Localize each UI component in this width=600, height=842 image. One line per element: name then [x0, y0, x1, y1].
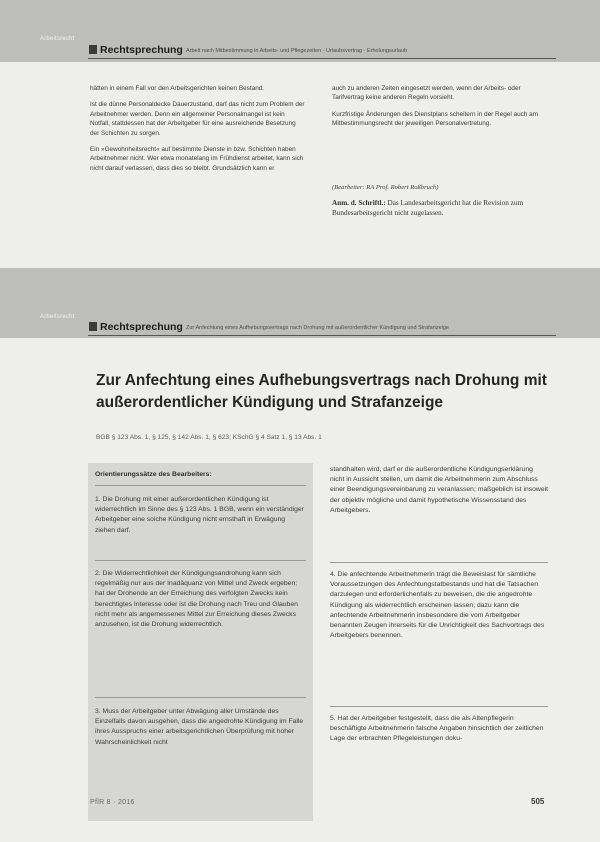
- main-rubric-subtitle: Zur Anfechtung eines Aufhebungsvertrags nach Drohung mit außerordentlicher Kündigung und Strafanzeige: [186, 325, 449, 331]
- main-section-label: Arbeitsrecht: [40, 314, 75, 320]
- footer-journal-issue: PflR 8 · 2016: [90, 799, 135, 806]
- orientation-divider: [95, 485, 306, 486]
- top-header-rule: [88, 58, 556, 59]
- top-section-label: Arbeitsrecht: [40, 36, 75, 42]
- orientation-heading: Orientierungssätze des Bearbeiters:: [95, 471, 212, 478]
- footer-page-number: 505: [531, 797, 545, 806]
- article-title: Zur Anfechtung eines Aufhebungsvertrags nach Drohung mit außerordentlicher Kündigung und Strafanzeige: [96, 372, 547, 411]
- prev-article-signature: (Bearbeiter: RA Prof. Robert Roßbruch): [332, 184, 439, 191]
- prev-right-paragraph-2: Kurzfristige Änderungen des Dienstplans scheitern in der Regel auch am Mitbestimmungsrecht der jeweiligen Personalvertretung.: [332, 110, 539, 128]
- prev-article-note-label: Anm. d. Schriftl.:: [332, 199, 386, 207]
- orientation-item-2: 2. Die Widerrechtlichkeit der Kündigungsandrohung kann sich regelmäßig nur aus der Inadäquanz von Mittel und Zweck ergeben; hat der Drohende an der Erreichung des verfolgten Zwecks kein berechtigtes Interesse oder ist die Drohung nach Treu und Glauben nicht mehr als angemessenes Mittel zur Erreichung dieses Zwecks anzusehen, ist die Drohung widerrechtlich.: [95, 570, 298, 629]
- prev-left-paragraph-2: Ist die dünne Personaldecke Dauerzustand, darf das nicht zum Problem der Arbeitnehmer werden. Denn ein allgemeiner Personalmangel ist kein Notfall, stattdessen hat der Arbeitgeber für eine ausreichende Besetzung der Schichten zu sorgen.: [90, 101, 305, 137]
- article-law-references: BGB § 123 Abs. 1, § 125, § 142 Abs. 1, § 623; KSchG § 4 Satz 1, § 13 Abs. 1: [96, 434, 322, 441]
- prev-left-paragraph-1: hätten in einem Fall vor den Arbeitsgerichten keinen Bestand.: [90, 85, 265, 92]
- orientation-divider: [95, 697, 306, 698]
- article-right-paragraph-1: standhalten wird, darf er die außerordentliche Kündigungserklärung nicht in Aussicht stellen, um damit die Arbeitnehmerin zum Abschluss einer Beendigungsvereinbarung zu veranlassen; maßgeblich ist insoweit der objektiv mögliche und damit hypothetische Wissensstand des Arbeitgebers.: [330, 466, 549, 514]
- orientation-box: [88, 463, 313, 821]
- article-right-paragraph-3: 5. Hat der Arbeitgeber festgestellt, dass die als Altenpflegerin beschäftigte Arbeitnehmerin falsche Angaben hinsichtlich der zeitlichen Lage der erbrachten Pflegeleistungen doku-: [330, 715, 544, 743]
- top-rubric-title: Rechtsprechung: [100, 44, 183, 56]
- prev-article-note: [332, 198, 554, 218]
- article-right-paragraph-2: 4. Die anfechtende Arbeitnehmerin trägt die Beweislast für sämtliche Voraussetzungen des Anfechtungstatbestands und hat die Tatsachen darzulegen und erforderlichenfalls zu beweisen, die die angedrohte Kündigung als widerrechtlich erscheinen lassen; dazu kann die anfechtende Arbeitnehmerin insbesondere die vom Arbeitgeber benannten Zeugen ihrerseits für die Unrichtigkeit des Sachvortrags des Arbeitgebers benennen.: [330, 571, 545, 640]
- top-rubric-subtitle: Arbeit nach Mitbestimmung in Arbeits- und Pflegezeiten · Urlaubsvertrag · Erholungsurlaub: [186, 48, 408, 54]
- prev-article-note-text: Das Landesarbeitsgericht hat die Revision zum Bundesarbeitsgericht nicht zugelassen.: [332, 199, 524, 217]
- article-right-divider: [330, 706, 548, 707]
- orientation-divider: [95, 560, 306, 561]
- prev-article-left-column: [90, 84, 305, 180]
- main-rubric-title: Rechtsprechung: [100, 321, 183, 333]
- prev-article-right-column: [332, 84, 550, 136]
- main-rubric-marker: [89, 322, 97, 331]
- orientation-item-1: 1. Die Drohung mit einer außerordentlichen Kündigung ist widerrechtlich im Sinne des § 123 Abs. 1 BGB, wenn ein verständiger Arbeitgeber eine solche Kündigung nicht ernsthaft in Erwägung ziehen darf.: [95, 496, 304, 534]
- orientation-item-3: 3. Muss der Arbeitgeber unter Abwägung aller Umstände des Einzelfalls davon ausgehen, dass die angedrohte Kündigung im Falle ihres Ausspruchs einer arbeitsgerichtlichen Überprüfung mit hoher Wahrscheinlichkeit nicht: [95, 708, 304, 746]
- top-rubric-marker: [89, 45, 97, 54]
- prev-left-paragraph-3: Ein »Gewohnheitsrecht« auf bestimmte Dienste in bzw. Schichten haben Arbeitnehmer nicht. Wer etwa monatelang im Frühdienst arbeitet, kann sich nicht darauf verlassen, dass dies so bleibt. Grundsätzlich kann er: [90, 146, 304, 172]
- article-right-divider: [330, 562, 548, 563]
- main-header-rule: [88, 335, 556, 336]
- prev-right-paragraph-1: auch zu anderen Zeiten eingesetzt werden, wenn der Arbeits- oder Tarifvertrag keine anderen Regeln vorsieht.: [332, 85, 521, 102]
